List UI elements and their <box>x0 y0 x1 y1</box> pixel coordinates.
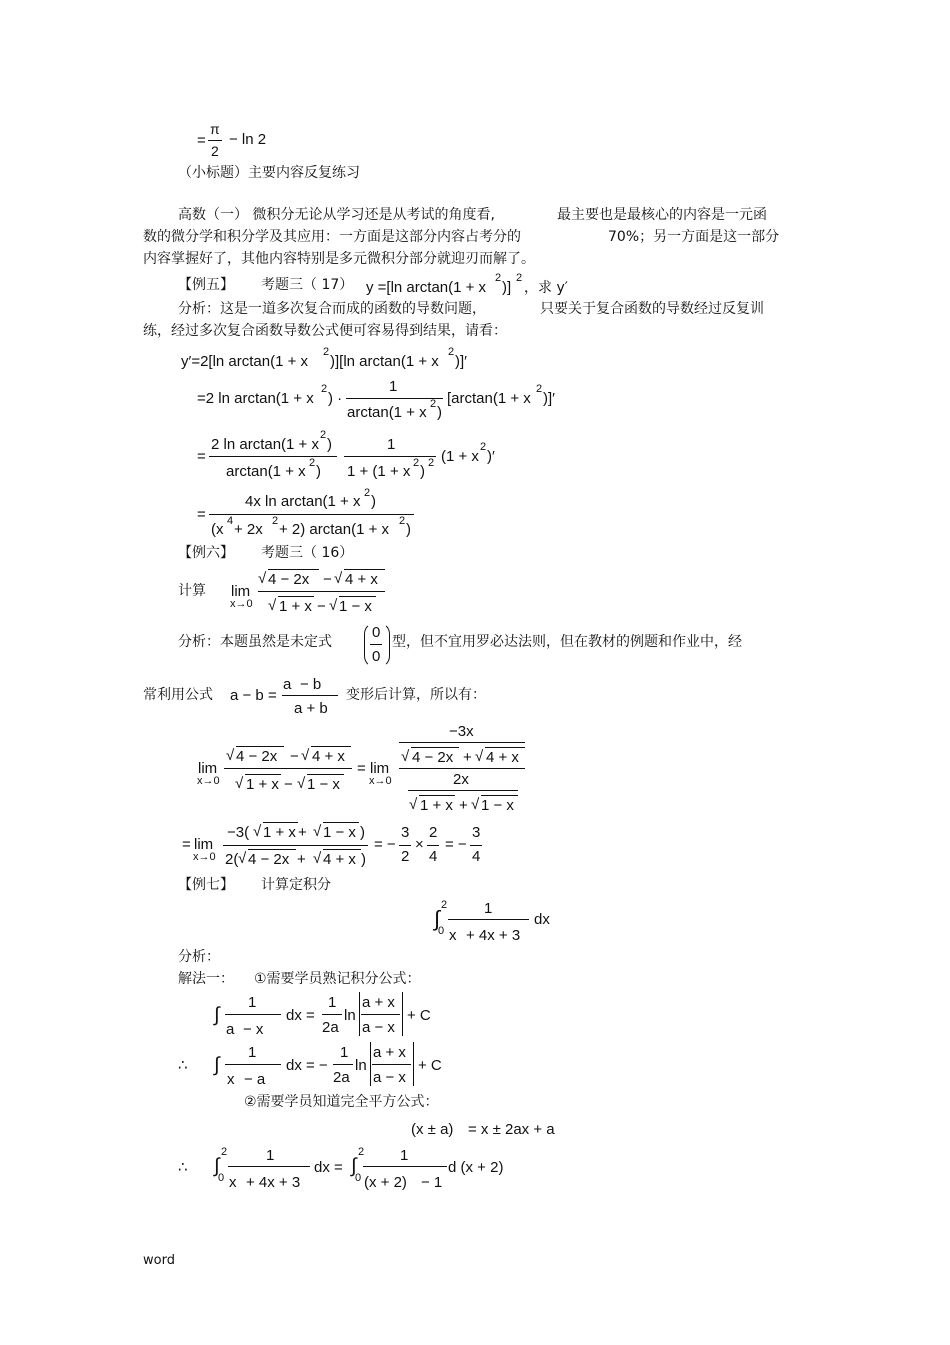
ex6-res-den-b: 4 − 2x <box>248 851 290 868</box>
ex6-res-neg2: = − <box>445 836 467 853</box>
ex5-step3-den-close: ) <box>316 463 321 480</box>
fraction-bar <box>333 1064 353 1065</box>
f2-c1: 1 <box>340 1044 349 1061</box>
fraction-bar <box>470 845 482 846</box>
ex5-step3-eq: = <box>197 448 206 465</box>
ex5-formula-tail: )] <box>502 279 512 296</box>
ex5-step3-num-close: ) <box>327 436 332 453</box>
ex6-ab: a − b = <box>230 687 277 704</box>
sqrt-icon: √ <box>313 823 322 840</box>
sqrt-icon: √ <box>253 823 262 840</box>
ex5-step3-den2: 1 + (1 + x <box>347 463 411 480</box>
sqrt-icon: √ <box>313 850 322 867</box>
ex5-step3-den2-close: ) <box>420 463 425 480</box>
ex6-m3x: −3x <box>449 723 474 740</box>
f3-int-up2: 2 <box>358 1146 365 1158</box>
f3-den2: (x + 2) <box>364 1174 407 1191</box>
ex6-nest-den-plus: + <box>459 797 468 814</box>
ex6-big-den-a: 1 + x <box>246 776 279 793</box>
fraction-bar <box>208 140 222 141</box>
intro-line1b: 最主要也是最核心的内容是一元函 <box>557 207 767 223</box>
ex6-nest-den-b: 1 − x <box>481 797 514 814</box>
fraction-bar <box>225 1064 281 1065</box>
ex5-step3-den2-exp: 2 <box>413 457 420 469</box>
sqrt-bar <box>263 822 298 823</box>
ex5-step3-den: arctan(1 + x <box>226 463 306 480</box>
ln2-tail: − ln 2 <box>229 131 267 148</box>
f2-plusC: + C <box>418 1057 442 1074</box>
ex5-step1-exp2: 2 <box>448 346 455 358</box>
ex6-eq: = <box>357 760 366 777</box>
ex6-lim3: lim <box>370 760 390 777</box>
ex6-res-lim: lim <box>194 836 214 853</box>
f1-num: 1 <box>248 994 257 1011</box>
ex6-often: 常利用公式 <box>143 687 213 703</box>
ex5-step4-num-close: ) <box>371 493 376 510</box>
ex5-step1: y′=2[ln arctan(1 + x <box>181 353 309 370</box>
ex6-den-minus: − <box>317 598 326 615</box>
ex6-lim3-sub: x→0 <box>369 775 392 787</box>
ex6-ab-num2: − b <box>300 676 322 693</box>
ex5-step4-eq: = <box>197 506 206 523</box>
ex5-analysis1a: 分析：这是一道多次复合而成的函数的导数问题， <box>178 301 486 317</box>
sqrt-bar <box>311 746 351 747</box>
ex5-formula: y =[ln arctan(1 + x <box>366 279 487 296</box>
sqrt-icon: √ <box>329 597 338 614</box>
ex6-num-b: 4 + x <box>345 571 378 588</box>
sqrt-icon: √ <box>238 850 247 867</box>
therefore-icon: ∴ <box>178 1057 188 1074</box>
f2-ln: ln <box>355 1057 367 1074</box>
two-denominator: 2 <box>211 143 219 159</box>
ex6-big-minus: − <box>290 748 299 765</box>
sqrt-bar <box>248 849 296 850</box>
sqrt-icon: √ <box>258 570 267 587</box>
fraction-bar <box>427 845 439 846</box>
ex5-step4-den-c: + 2) arctan(1 + x <box>279 521 390 538</box>
fraction-bar <box>224 768 352 769</box>
ex6-calc: 计算 <box>178 583 206 599</box>
ex6-res-num-b: 1 + x <box>263 824 296 841</box>
fraction-bar <box>209 514 414 515</box>
ex5-step4-den-exp4: 4 <box>227 515 234 527</box>
f1-c2: 2a <box>322 1019 339 1036</box>
sqrt-bar <box>307 774 344 775</box>
pi-numerator: π <box>210 121 220 137</box>
sqrt-bar <box>323 849 361 850</box>
ex6-2x: 2x <box>453 771 469 788</box>
ex5-step4-den-b: + 2x <box>234 521 263 538</box>
sqrt-icon: √ <box>297 775 306 792</box>
sqrt-bar <box>481 795 518 796</box>
fraction-bar <box>372 1064 411 1065</box>
f2-den-b: − a <box>244 1071 266 1088</box>
ex5-step4-den-d: ) <box>406 521 411 538</box>
ex5-step4-den: (x <box>211 521 224 538</box>
ex5-step1-exp: 2 <box>323 346 330 358</box>
ex7-step2: ②需要学员知道完全平方公式： <box>244 1094 439 1110</box>
ex6-big-num-b: 4 + x <box>312 748 345 765</box>
zero-top: 0 <box>372 624 381 641</box>
ex6-big-num-a: 4 − 2x <box>236 748 278 765</box>
subtitle: （小标题）主要内容反复练习 <box>178 165 360 181</box>
fraction-bar <box>228 1166 310 1167</box>
intro-line2b: 70%；另一方面是这一部分 <box>608 229 780 245</box>
ex7-dx: dx <box>534 911 550 928</box>
integral-icon: ∫ <box>214 1155 220 1177</box>
main-fraction-bar <box>399 768 525 769</box>
ex5-step3-den-exp: 2 <box>309 457 316 469</box>
ex6-res-num: −3( <box>227 824 250 841</box>
ex5-step3-num-exp: 2 <box>320 429 327 441</box>
ex5-exp-outer: 2 <box>516 272 523 284</box>
ex6-num-a: 4 − 2x <box>268 571 310 588</box>
f2-abs-num: a + x <box>373 1044 406 1061</box>
ex6-ab-den: a + b <box>294 700 328 717</box>
ex5-step3-den2-exp2: 2 <box>428 457 435 469</box>
sqrt-bar <box>411 747 459 748</box>
f3-num: 1 <box>266 1147 275 1164</box>
sqrt-icon: √ <box>235 775 244 792</box>
ex6-res-2b: 2 <box>429 824 438 841</box>
ex5-step2-c: [arctan(1 + x <box>447 390 531 407</box>
intro-line2a: 数的微分学和积分学及其应用：一方面是这部分内容占考分的 <box>143 229 521 245</box>
intro-line3: 内容掌握好了，其他内容特别是多元微积分部分就迎刃而解了。 <box>143 251 535 267</box>
ex6-nest-a: 4 − 2x <box>412 749 454 766</box>
sqrt-bar <box>236 746 284 747</box>
ex7-den-b: + 4x + 3 <box>466 927 521 944</box>
fraction-bar <box>408 790 518 791</box>
ex6-nest-b: 4 + x <box>486 749 519 766</box>
ex5-step2-exp: 2 <box>321 383 328 395</box>
abs-bar-right <box>402 992 403 1036</box>
ex6-big-num: √ <box>226 747 235 764</box>
f2-abs-den: a − x <box>373 1069 406 1086</box>
fraction-bar <box>361 1014 400 1015</box>
fraction-bar <box>363 1166 447 1167</box>
sqrt-bar <box>344 569 385 570</box>
ex6-res-neg: = − <box>374 836 396 853</box>
ex7-num: 1 <box>484 900 493 917</box>
ex6-lim: lim <box>231 583 251 600</box>
ex5-step2-exp2: 2 <box>536 383 543 395</box>
f1-mid: dx = <box>286 1007 315 1024</box>
f3-num2: 1 <box>400 1147 409 1164</box>
ex6-nest-den-a: 1 + x <box>420 797 453 814</box>
ex6-res-eq: = <box>182 836 191 853</box>
fraction-bar <box>346 398 443 399</box>
ex6-lim2: lim <box>198 760 218 777</box>
ex6-topic: 考题三（ 16） <box>261 545 354 561</box>
ex7-den: x <box>449 927 457 944</box>
ex6-res-den-d: 4 + x <box>323 851 356 868</box>
integral-icon: ∫ <box>214 1004 220 1026</box>
ex6-res-4b: 4 <box>472 848 481 865</box>
ex6-minus: − <box>323 571 332 588</box>
fraction-bar <box>225 1014 281 1015</box>
ex7-task: 计算定积分 <box>261 877 331 893</box>
fraction-bar <box>209 456 337 457</box>
f2-c2: 2a <box>333 1069 350 1086</box>
f3-den-b: + 4x + 3 <box>246 1174 301 1191</box>
ex6-analysis-b: 型，但不宜用罗必达法则，但在教材的例题和作业中，经 <box>392 634 742 650</box>
ex7-method1: 解法一： <box>178 971 234 987</box>
ex5-step2-d: )]′ <box>543 390 555 407</box>
ex6-res-3: 3 <box>401 824 410 841</box>
f3-den2-b: − 1 <box>421 1174 443 1191</box>
abs-bar-left <box>370 1042 371 1086</box>
integral-icon: ∫ <box>434 906 441 931</box>
ex5-step3-tail-close: )′ <box>487 448 495 465</box>
ex6-res-2: 2 <box>401 848 410 865</box>
sqrt-bar <box>323 822 359 823</box>
f3-int-lo: 0 <box>218 1172 225 1184</box>
sqrt-bar <box>268 569 319 570</box>
abs-bar-right <box>413 1042 414 1086</box>
f2-mid: dx = − <box>286 1057 328 1074</box>
f3-eq: dx = <box>314 1159 343 1176</box>
square-formula-b: = x ± 2ax + a <box>468 1121 555 1138</box>
ex5-step4-num-exp: 2 <box>364 487 371 499</box>
f1-den: a <box>226 1021 235 1038</box>
square-formula: (x ± a) <box>411 1121 454 1138</box>
f2-num: 1 <box>248 1044 257 1061</box>
sqrt-icon: √ <box>409 796 418 813</box>
f3-den: x <box>229 1174 237 1191</box>
fraction-bar <box>399 845 411 846</box>
ex6-res-num-d: 1 − x <box>323 824 356 841</box>
ex5-exp: 2 <box>495 272 502 284</box>
f3-int-up: 2 <box>221 1146 228 1158</box>
intro-line1a: 高数（一） 微积分无论从学习还是从考试的角度看, <box>178 207 495 223</box>
ex6-res-sub: x→0 <box>193 851 216 863</box>
ex6-res-num-e: ) <box>360 824 365 841</box>
ex5-step2: =2 ln arctan(1 + x <box>197 390 314 407</box>
integral-icon: ∫ <box>351 1155 357 1177</box>
sqrt-icon: √ <box>401 748 410 765</box>
sqrt-bar <box>339 596 376 597</box>
footer-word: word <box>143 1253 175 1268</box>
ex6-res-den-c: + <box>297 851 306 868</box>
ex5-analysis1b: 只要关于复合函数的导数经过反复训 <box>540 301 764 317</box>
ex5-step3-tail: (1 + x <box>441 448 479 465</box>
fraction-bar <box>370 644 382 645</box>
ex5-step2-den: arctan(1 + x <box>347 404 427 421</box>
ex5-step1-b: )][ln arctan(1 + x <box>330 353 439 370</box>
ex6-after: 变形后计算，所以有： <box>346 687 486 703</box>
ex5-step4-den-exp2: 2 <box>272 515 279 527</box>
ex5-step1-c: )]′ <box>455 353 467 370</box>
sqrt-icon: √ <box>301 747 310 764</box>
fraction-bar <box>322 1014 342 1015</box>
zero-bottom: 0 <box>372 648 381 665</box>
ex6-big-den-b: 1 − x <box>307 776 340 793</box>
fraction-bar <box>399 742 525 743</box>
f1-plusC: + C <box>407 1007 431 1024</box>
ex6-res-num-c: + <box>298 824 307 841</box>
ex5-step4-num: 4x ln arctan(1 + x <box>245 493 361 510</box>
ex5-step2-dot: ) · <box>328 390 343 407</box>
f2-den: x <box>227 1071 235 1088</box>
ex6-res-den: 2( <box>225 851 239 868</box>
integral-icon: ∫ <box>214 1054 220 1076</box>
f1-abs-num: a + x <box>362 994 395 1011</box>
abs-bar-left <box>359 992 360 1036</box>
ex5-step2-num: 1 <box>389 378 398 395</box>
f1-den-b: − x <box>243 1021 264 1038</box>
ex6-analysis-a: 分析：本题虽然是未定式 <box>178 634 332 650</box>
ex5-step3-tail-exp: 2 <box>480 441 487 453</box>
ex5-step3-num: 2 ln arctan(1 + x <box>211 436 319 453</box>
ex5-step3-num2: 1 <box>387 436 396 453</box>
ex6-res-3b: 3 <box>472 824 481 841</box>
sqrt-icon: √ <box>471 796 480 813</box>
sqrt-icon: √ <box>268 597 277 614</box>
fraction-bar <box>344 456 436 457</box>
fraction-bar <box>448 919 529 920</box>
ex6-den-b: 1 − x <box>339 598 372 615</box>
times-icon: × <box>415 836 424 853</box>
ex6-lim-sub: x→0 <box>230 598 253 610</box>
ex7-analysis: 分析： <box>178 949 220 965</box>
fraction-bar <box>258 591 385 592</box>
sqrt-icon: √ <box>334 570 343 587</box>
ex7-label: 【例七】 <box>178 877 234 893</box>
sqrt-bar <box>245 774 281 775</box>
f1-c1: 1 <box>328 994 337 1011</box>
ex7-int-up: 2 <box>441 899 448 911</box>
ex6-label: 【例六】 <box>178 545 234 561</box>
ex7-step1: ①需要学员熟记积分公式： <box>254 971 421 987</box>
ex5-analysis2: 练，经过多次复合函数导数公式便可容易得到结果，请看： <box>143 323 507 339</box>
ex6-ab-num: a <box>283 676 292 693</box>
ex5-step2-den-exp: 2 <box>430 398 437 410</box>
ex6-res-den-e: ) <box>361 851 366 868</box>
sqrt-bar <box>419 795 455 796</box>
ex6-nest-plus: + <box>463 749 472 766</box>
ex5-step2-den-close: ) <box>437 404 442 421</box>
ex5-ask: ，求 y′ <box>524 280 568 296</box>
ex5-label: 【例五】 <box>178 277 234 293</box>
ex7-int-lo: 0 <box>438 925 445 937</box>
sqrt-bar <box>485 747 525 748</box>
f1-abs-den: a − x <box>362 1019 395 1036</box>
ex6-big-den-minus: − <box>284 776 293 793</box>
f1-ln: ln <box>344 1007 356 1024</box>
ex5-step4-den-exp3: 2 <box>399 515 406 527</box>
ex6-lim2-sub: x→0 <box>197 775 220 787</box>
sqrt-icon: √ <box>475 748 484 765</box>
therefore-icon: ∴ <box>178 1159 188 1176</box>
sqrt-bar <box>278 596 314 597</box>
eq-sign: = <box>197 132 206 149</box>
f3-int-lo2: 0 <box>355 1172 362 1184</box>
ex6-res-4: 4 <box>429 848 438 865</box>
ex6-den-a: 1 + x <box>279 598 312 615</box>
f3-tail: d (x + 2) <box>448 1159 504 1176</box>
fraction-bar <box>223 845 368 846</box>
fraction-bar <box>282 695 338 696</box>
ex5-topic: 考题三（ 17） <box>261 277 354 293</box>
